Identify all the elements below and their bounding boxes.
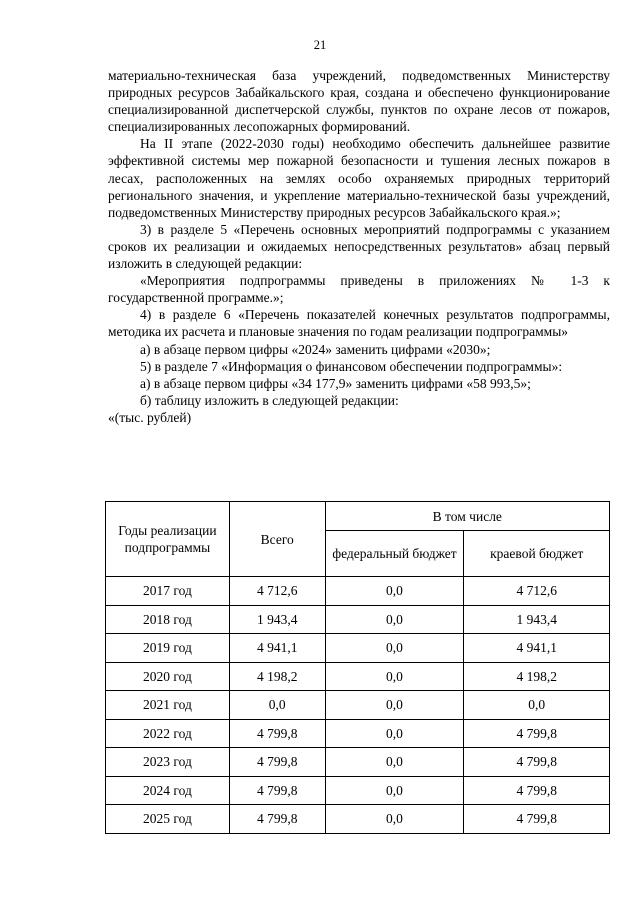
header-years: Годы реализации подпрограммы [106, 502, 230, 577]
cell-federal: 0,0 [325, 776, 464, 805]
paragraph: 5) в разделе 7 «Информация о финансовом обеспечении подпрограммы»: [140, 358, 563, 374]
cell-regional: 4 799,8 [464, 719, 610, 748]
paragraph: а) в абзаце первом цифры «2024» заменить цифрами «2030»; [140, 341, 491, 357]
cell-regional: 4 712,6 [464, 577, 610, 606]
paragraph: «Мероприятия подпрограммы приведены в приложениях № 1-3 к государственной программе.»; [108, 273, 610, 306]
cell-total: 4 799,8 [229, 805, 325, 834]
cell-total: 4 799,8 [229, 776, 325, 805]
header-regional: краевой бюджет [464, 531, 610, 577]
paragraph: На II этапе (2022-2030 годы) необходимо обеспечить дальнейшее развитие эффективной системы мер пожарной безопасности и тушения лесных пожаров в лесах, расположенных на землях особо охраняемых природных территорий регионального значения, и укрепление материально-технической базы учреждений, подведомственных Министерству природных ресурсов Забайкальского края.»; [108, 136, 610, 220]
header-federal: федеральный бюджет [325, 531, 464, 577]
paragraph: б) таблицу изложить в следующей редакции: [140, 392, 399, 408]
cell-total: 4 712,6 [229, 577, 325, 606]
cell-year: 2017 год [106, 577, 230, 606]
document-body [108, 67, 610, 426]
table-row [106, 634, 610, 663]
cell-federal: 0,0 [325, 634, 464, 663]
cell-year: 2024 год [106, 776, 230, 805]
cell-year: 2025 год [106, 805, 230, 834]
cell-year: 2019 год [106, 634, 230, 663]
cell-regional: 4 799,8 [464, 805, 610, 834]
cell-total: 4 941,1 [229, 634, 325, 663]
table-row [106, 748, 610, 777]
financing-table [105, 501, 610, 834]
cell-federal: 0,0 [325, 577, 464, 606]
paragraph: 3) в разделе 5 «Перечень основных мероприятий подпрограммы с указанием сроков их реализации и ожидаемых непосредственных результатов» абзац первый изложить в следующей редакции: [108, 221, 610, 272]
cell-regional: 1 943,4 [464, 605, 610, 634]
paragraph: а) в абзаце первом цифры «34 177,9» заменить цифрами «58 993,5»; [140, 375, 531, 391]
cell-regional: 4 799,8 [464, 776, 610, 805]
cell-regional: 4 198,2 [464, 662, 610, 691]
cell-total: 0,0 [229, 691, 325, 720]
table-row [106, 691, 610, 720]
cell-federal: 0,0 [325, 691, 464, 720]
cell-regional: 4 941,1 [464, 634, 610, 663]
cell-federal: 0,0 [325, 719, 464, 748]
table-row [106, 605, 610, 634]
page-number: 21 [313, 38, 327, 52]
cell-year: 2021 год [106, 691, 230, 720]
units-note: «(тыс. рублей) [108, 409, 192, 425]
header-including: В том числе [325, 502, 609, 531]
cell-regional: 0,0 [464, 691, 610, 720]
cell-year: 2020 год [106, 662, 230, 691]
table-row [106, 719, 610, 748]
table-row [106, 662, 610, 691]
cell-year: 2023 год [106, 748, 230, 777]
table-row [106, 776, 610, 805]
paragraph: 4) в разделе 6 «Перечень показателей конечных результатов подпрограммы, методика их расчета и плановые значения по годам реализации подпрограммы» [108, 307, 610, 340]
header-total: Всего [229, 502, 325, 577]
cell-federal: 0,0 [325, 605, 464, 634]
table-row [106, 577, 610, 606]
table-row [106, 805, 610, 834]
cell-year: 2018 год [106, 605, 230, 634]
table-body [106, 577, 610, 834]
cell-year: 2022 год [106, 719, 230, 748]
paragraph: материально-техническая база учреждений, подведомственных Министерству природных ресурсов Забайкальского края, создана и обеспечено функционирование специализированной диспетчерской службы, пунктов по охране лесов от пожаров, специализированных лесопожарных формирований. [108, 68, 610, 135]
cell-regional: 4 799,8 [464, 748, 610, 777]
table-header-row [106, 502, 610, 531]
cell-total: 4 198,2 [229, 662, 325, 691]
cell-total: 4 799,8 [229, 748, 325, 777]
cell-federal: 0,0 [325, 748, 464, 777]
cell-federal: 0,0 [325, 662, 464, 691]
cell-total: 1 943,4 [229, 605, 325, 634]
cell-federal: 0,0 [325, 805, 464, 834]
cell-total: 4 799,8 [229, 719, 325, 748]
